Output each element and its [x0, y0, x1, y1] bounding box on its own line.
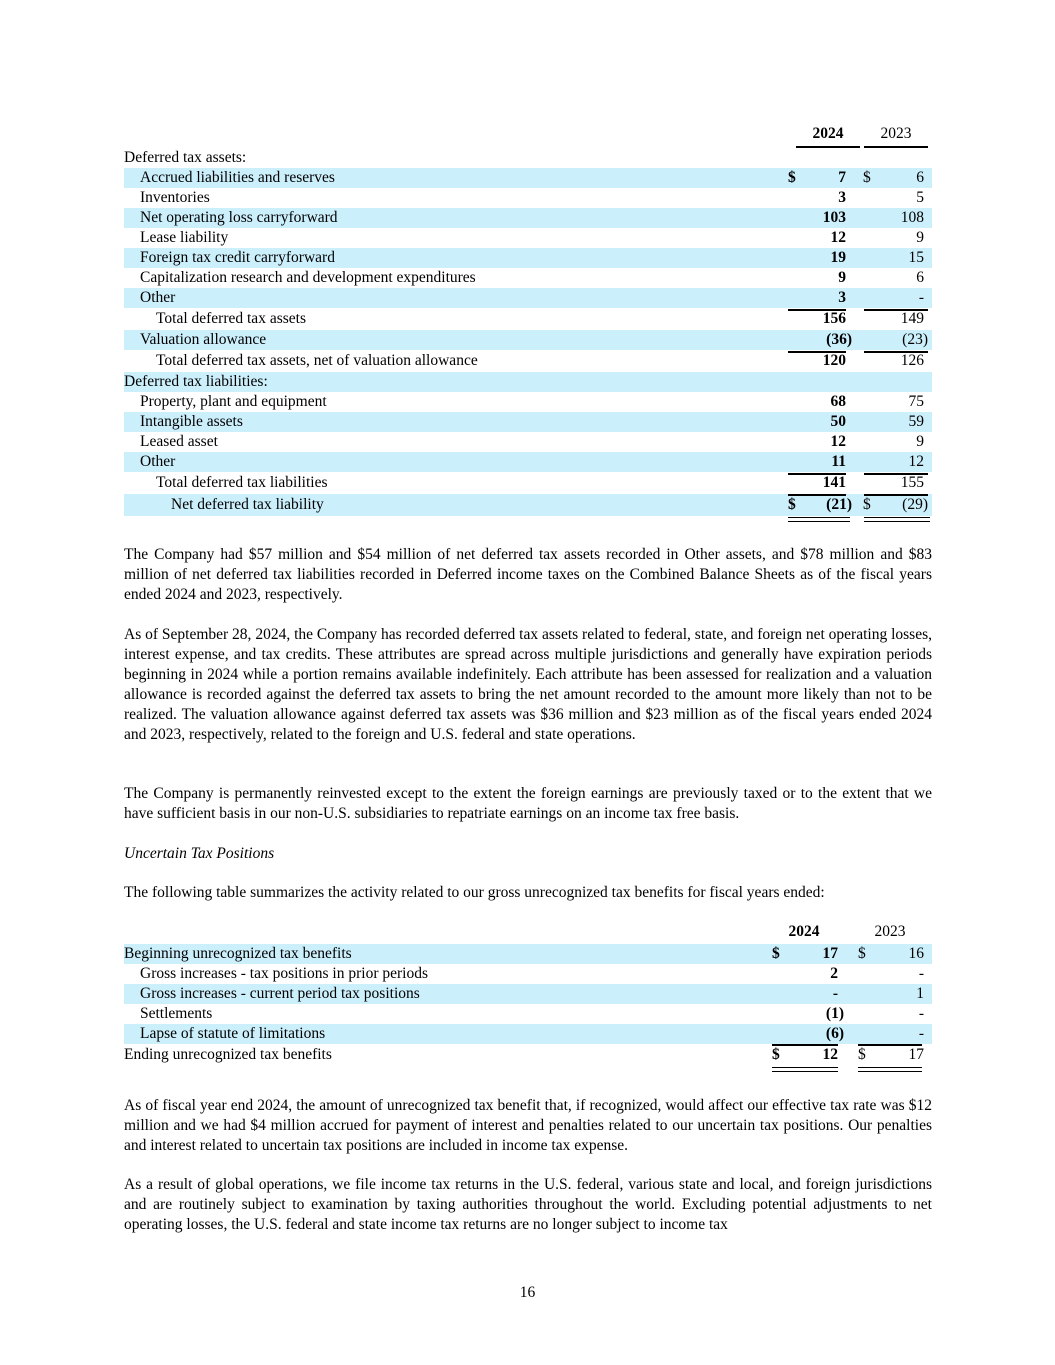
section-heading-assets: [124, 148, 932, 168]
table-row: [124, 432, 932, 452]
currency-symbol: $: [858, 1046, 866, 1063]
deferred-tax-table: [124, 124, 932, 516]
double-underline: [864, 517, 930, 522]
value-2024: (1): [825, 1005, 844, 1022]
paragraph-reinvestment: The Company is permanently reinvested except to the extent the foreign earnings are previously taxed or to the extent that we have sufficient basis in our non-U.S. subsidiaries to repatriate earnings on an income tax free basis.: [124, 785, 932, 822]
row-label: Deferred tax assets:: [124, 149, 247, 166]
value-2023: -: [918, 1005, 924, 1022]
value-2024: 3: [838, 289, 846, 306]
row-label: Deferred tax liabilities:: [124, 373, 268, 390]
value-2023: -: [918, 1025, 924, 1042]
table-row: [124, 1004, 932, 1024]
row-label: Foreign tax credit carryforward: [140, 249, 335, 266]
double-underline: [788, 517, 850, 522]
unrecognized-tax-table: [124, 922, 932, 1066]
value-2024: 103: [822, 209, 846, 226]
value-2023: 6: [916, 269, 924, 286]
value-2024: 12: [830, 229, 846, 246]
row-label: Other: [140, 453, 176, 470]
currency-symbol: $: [788, 169, 796, 186]
table-row: [124, 288, 932, 308]
table-row: [124, 208, 932, 228]
row-label: Inventories: [140, 189, 210, 206]
table-row: [124, 168, 932, 188]
year-2024-header: 2024: [796, 125, 860, 148]
value-2024: (6): [825, 1025, 844, 1042]
table-row: [124, 330, 932, 350]
row-label: Accrued liabilities and reserves: [140, 169, 335, 186]
row-label: Net operating loss carryforward: [140, 209, 338, 226]
value-2024: 141: [822, 474, 846, 491]
table-row: [124, 944, 932, 964]
currency-symbol: $: [772, 945, 780, 962]
value-2024: 120: [822, 352, 846, 369]
value-2024: 11: [831, 453, 846, 470]
value-2023: 75: [908, 393, 924, 410]
table-row: [124, 392, 932, 412]
value-2023: 155: [900, 474, 924, 491]
value-2024: 9: [838, 269, 846, 286]
paragraph-net-deferred: The Company had $57 million and $54 million of net deferred tax assets recorded in Other assets, and $78 million and $83 million of net deferred tax liabilities recorded in Deferred income taxes on the Combined Balance Sheets as of the fiscal years ended 2024 and 2023, respectively.: [124, 546, 932, 603]
value-2023: 126: [900, 352, 924, 369]
table-row: [124, 268, 932, 288]
currency-symbol: $: [863, 496, 871, 513]
row-label: Intangible assets: [140, 413, 243, 430]
table-row: [124, 984, 932, 1004]
row-label: Beginning unrecognized tax benefits: [124, 945, 352, 962]
double-underline: [772, 1067, 838, 1072]
table-row: [124, 452, 932, 472]
table-row: [124, 248, 932, 268]
currency-symbol: $: [863, 169, 871, 186]
value-2023: 12: [908, 453, 924, 470]
value-2024: (36): [826, 331, 852, 348]
value-2024: -: [832, 985, 838, 1002]
total-row: [124, 350, 932, 372]
table-row: [124, 188, 932, 208]
value-2023: 9: [916, 229, 924, 246]
table-row: [124, 228, 932, 248]
table-row: [124, 964, 932, 984]
grand-total-row: [124, 494, 932, 516]
value-2024: 12: [830, 433, 846, 450]
table-row: [124, 412, 932, 432]
value-2024: 50: [830, 413, 846, 430]
value-2023: -: [918, 289, 924, 306]
paragraph-global-operations: As a result of global operations, we file income tax returns in the U.S. federal, various state and local, and foreign jurisdictions and are routinely subject to examination by taxing authorities throughout the world. Excluding potential adjustments to net operating losses, the U.S. federal and state income tax returns are no longer subject to income tax: [124, 1176, 932, 1233]
row-label: Valuation allowance: [140, 331, 267, 348]
value-2023: (23): [902, 331, 928, 348]
value-2024: 12: [822, 1046, 838, 1063]
grand-total-row: [124, 1044, 932, 1066]
value-2023: 17: [908, 1046, 924, 1063]
row-label: Net deferred tax liability: [171, 496, 324, 513]
row-label: Total deferred tax assets: [156, 310, 306, 327]
row-label: Lease liability: [140, 229, 229, 246]
currency-symbol: $: [858, 945, 866, 962]
row-label: Leased asset: [140, 433, 218, 450]
paragraph-valuation: As of September 28, 2024, the Company has recorded deferred tax assets related to federal, state, and foreign net operating losses, interest expense, and tax credits. These attributes are spread across multiple jurisdictions and generally have expiration periods beginning in 2024 while a portion remains available indefinitely. Each attribute has been assessed for realization and a valuation allowance is recorded against the deferred tax assets to bring the net amount recorded to the amount more likely than not to be realized. The valuation allowance against deferred tax assets was $36 million and $23 million as of the fiscal years ended 2024 and 2023, respectively, related to the foreign and U.S. federal and state operations.: [124, 626, 932, 743]
value-2024: 156: [822, 310, 846, 327]
value-2024: 3: [838, 189, 846, 206]
value-2024: 19: [830, 249, 846, 266]
paragraph-unrecognized-benefit: As of fiscal year end 2024, the amount of unrecognized tax benefit that, if recognized, would affect our effective tax rate was $12 million and we had $4 million accrued for payment of interest and penalties related to our uncertain tax positions. Our penalties and interest related to uncertain tax positions are included in income tax expense.: [124, 1097, 932, 1154]
page-number: 16: [519, 1284, 536, 1301]
total-row: [124, 308, 932, 330]
row-label: Other: [140, 289, 176, 306]
year-2023-header: 2023: [874, 923, 906, 940]
year-2024-header: 2024: [788, 923, 820, 940]
value-2023: 59: [908, 413, 924, 430]
value-2023: 15: [908, 249, 924, 266]
value-2024: 68: [830, 393, 846, 410]
year-2023-header: 2023: [864, 125, 928, 148]
row-label: Property, plant and equipment: [140, 393, 327, 410]
table-header: [124, 922, 932, 944]
currency-symbol: $: [772, 1046, 780, 1063]
row-label: Gross increases - current period tax positions: [140, 985, 420, 1002]
row-label: Capitalization research and development expenditures: [140, 269, 476, 286]
currency-symbol: $: [788, 496, 796, 513]
value-2023: 149: [900, 310, 924, 327]
row-label: Ending unrecognized tax benefits: [124, 1046, 332, 1063]
value-2023: 5: [916, 189, 924, 206]
row-label: Settlements: [140, 1005, 213, 1022]
paragraph-table-intro: The following table summarizes the activity related to our gross unrecognized tax benefits for fiscal years ended:: [124, 884, 825, 901]
row-label: Lapse of statute of limitations: [140, 1025, 326, 1042]
value-2023: 6: [916, 169, 924, 186]
section-heading-uncertain: Uncertain Tax Positions: [124, 845, 275, 862]
value-2023: 9: [916, 433, 924, 450]
value-2023: 108: [900, 209, 924, 226]
row-label: Total deferred tax assets, net of valuation allowance: [156, 352, 478, 369]
double-underline: [858, 1067, 922, 1072]
total-row: [124, 472, 932, 494]
table-row: [124, 1024, 932, 1044]
value-2024: 2: [830, 965, 838, 982]
row-label: Total deferred tax liabilities: [156, 474, 328, 491]
value-2024: (21): [826, 496, 852, 513]
row-label: Gross increases - tax positions in prior periods: [140, 965, 428, 982]
value-2023: 16: [908, 945, 924, 962]
value-2024: 17: [822, 945, 838, 962]
value-2023: 1: [916, 985, 924, 1002]
value-2023: -: [918, 965, 924, 982]
value-2023: (29): [902, 496, 928, 513]
table-header: [124, 124, 932, 148]
value-2024: 7: [838, 169, 846, 186]
section-heading-liabilities: [124, 372, 932, 392]
